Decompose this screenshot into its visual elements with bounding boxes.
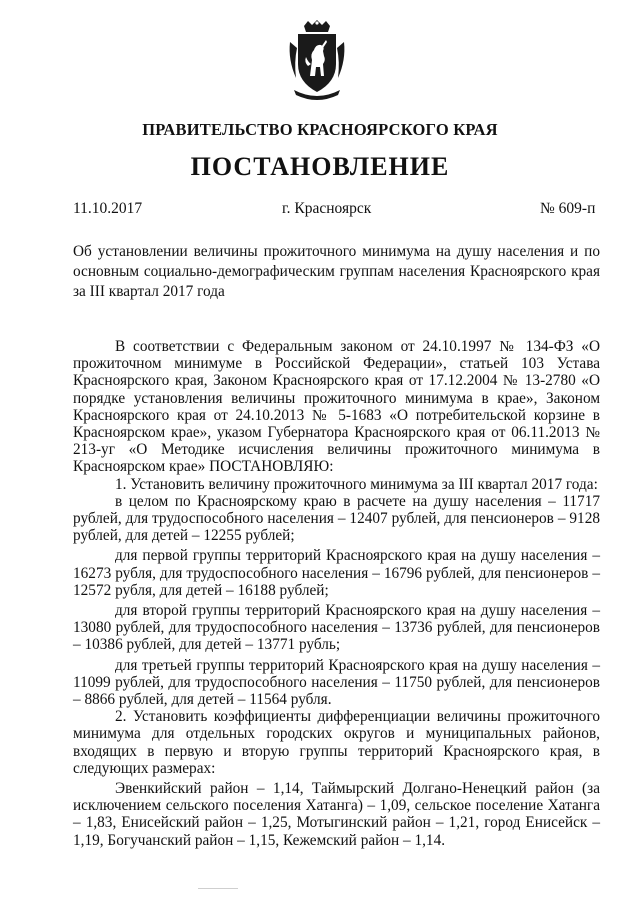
government-name: ПРАВИТЕЛЬСТВО КРАСНОЯРСКОГО КРАЯ (142, 120, 498, 139)
document-city: г. Красноярск (282, 200, 372, 217)
document-number: № 609-п (540, 200, 596, 217)
scan-mark-divider (198, 888, 238, 889)
item-2-coefficients-paragraph: Эвенкийский район – 1,14, Таймырский Долгано-Ненецкий район (за исключением сельского поселения Хатанга) – 1,09, сельское поселение Хатанга – 1,83, Енисейский район – 1,25, Мотыгинский район – 1,21, город Енисейск – 1,19, Богучанский район – 1,15, Кежемский район – 1,14. (73, 780, 600, 849)
item-1-group-3-paragraph: для третьей группы территорий Красноярского края на душу населения – 11099 рублей, для трудоспособного населения – 11750 рублей, для пенсионеров – 8866 рублей, для детей – 11564 рубля. (73, 656, 600, 709)
item-1-group-2-paragraph: для второй группы территорий Красноярского края на душу населения – 13080 рублей, для трудоспособного населения – 13736 рублей, для пенсионеров – 10386 рублей, для детей – 13771 рубль; (73, 602, 600, 654)
coat-of-arms-icon (286, 20, 348, 100)
item-1-group-1-paragraph: для первой группы территорий Красноярского края на душу населения – 16273 рубля, для трудоспособного населения – 16796 рублей, для пенсионеров – 12572 рубля, для детей – 16188 рублей; (73, 547, 600, 599)
document-type-title: ПОСТАНОВЛЕНИЕ (190, 152, 450, 181)
document-body (73, 338, 600, 849)
document-date: 11.10.2017 (73, 200, 143, 217)
document-subject: Об установлении величины прожиточного минимума на душу населения и по основным социально-демографическим группам населения Красноярского края за III квартал 2017 года (73, 243, 600, 300)
preamble-paragraph: В соответствии с Федеральным законом от 24.10.1997 № 134-ФЗ «О прожиточном минимуме в Российской Федерации», статьей 103 Устава Красноярского края, Законом Красноярского края от 17.12.2004 № 13-2780 «О порядке установления величины прожиточного минимума в крае», Законом Красноярского края от 24.10.2013 № 5-1683 «О потребительской корзине в Красноярском крае», указом Губернатора Красноярского края от 06.11.2013 № 213-уг «О Методике исчисления величины прожиточного минимума в Красноярском крае» ПОСТАНОВЛЯЮ: (73, 338, 600, 476)
item-1-paragraph: 1. Установить величину прожиточного минимума за III квартал 2017 года: (115, 475, 598, 493)
item-2-paragraph: 2. Установить коэффициенты дифференциации величины прожиточного минимума для отдельных городских округов и муниципальных районов, входящих в первую и вторую группы территорий Красноярского края, в следующих размерах: (73, 708, 600, 777)
item-1-total-paragraph: в целом по Красноярскому краю в расчете на душу населения – 11717 рублей, для трудоспособного населения – 12407 рублей, для пенсионеров – 9128 рублей, для детей – 12255 рублей; (73, 492, 600, 545)
